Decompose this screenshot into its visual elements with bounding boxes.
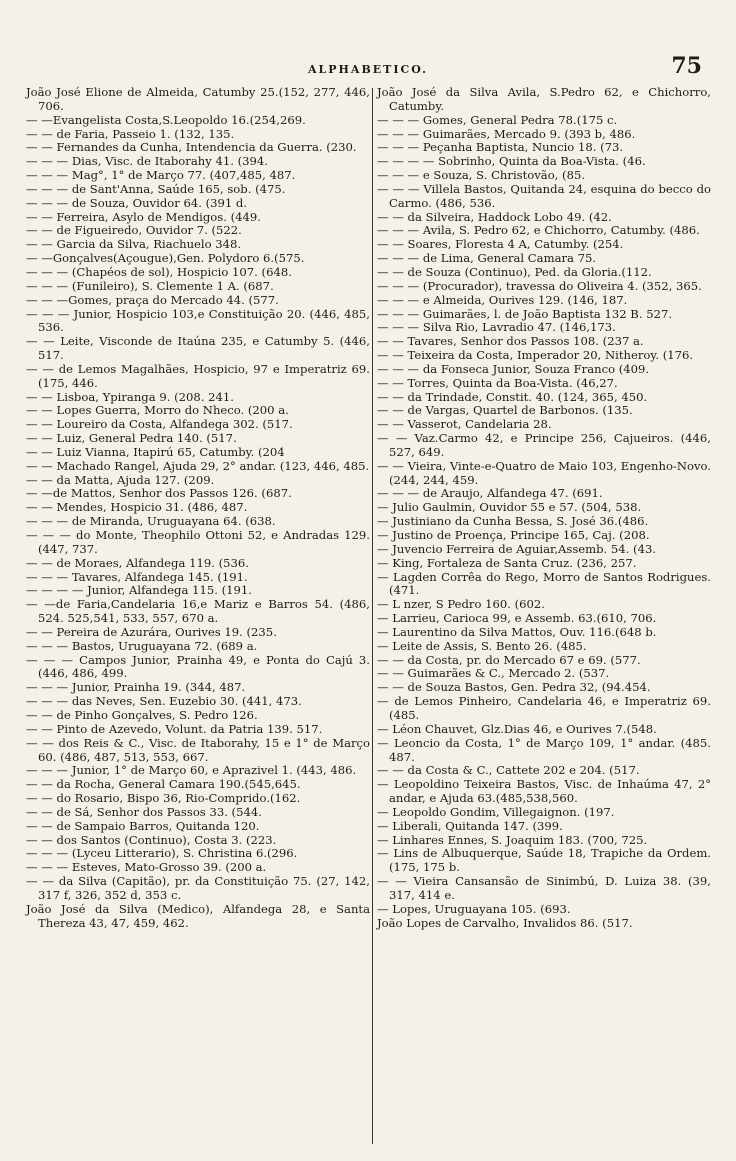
directory-entry: — — Pereira de Azurára, Ourives 19. (235. [26,624,277,639]
directory-entry: — — Vieira Cansansão de Sinimbú, D. Luiza 38. (39, 317, 414 e. [377,874,711,902]
directory-entry: — — — Esteves, Mato-Grosso 39. (200 a. [26,860,267,875]
directory-entry: — — — Junior, 1° de Março 60, e Aprazivel 1. (443, 486. [26,763,357,778]
running-head: ALPHABETICO. [307,63,428,76]
directory-entry: — L nzer, S Pedro 160. (602. [377,597,545,612]
directory-entry: — Lins de Albuquerque, Saúde 18, Trapiche da Ordem. (175, 175 b. [377,846,711,875]
directory-entry: — — — Junior, Prainha 19. (344, 487. [26,680,246,695]
directory-entry: — — Fernandes da Cunha, Intendencia da Guerra. (230. [26,140,357,155]
directory-entry: — — — de Souza, Ouvidor 64. (391 d. [26,195,248,210]
directory-entry: — — — Guimarães, Mercado 9. (393 b, 486. [377,126,636,141]
directory-entry: — de Lemos Pinheiro, Candelaria 46, e Imperatriz 69. (485. [377,694,711,722]
directory-entry: — — — de Sant'Anna, Saúde 165, sob. (475. [26,181,286,196]
directory-entry: — Liberali, Quitanda 147. (399. [377,818,563,833]
directory-entry: — — Pinto de Azevedo, Volunt. da Patria 139. 517. [26,721,323,736]
directory-entry: — — Torres, Quinta da Boa-Vista. (46,27. [377,375,618,390]
directory-entry: — — de Pinho Gonçalves, S. Pedro 126. [26,707,258,722]
directory-entry: — — Machado Rangel, Ajuda 29, 2° andar. (123, 446, 485. [26,458,370,473]
directory-entry: — — — (Lyceu Litterario), S. Christina 6.(296. [26,846,298,861]
directory-entry: — Justiniano da Cunha Bessa, S. José 36.(486. [377,514,649,529]
directory-entry: João José da Silva Avila, S.Pedro 62, e Chichorro, Catumby. [377,85,711,113]
page-number: 75 [671,53,702,79]
directory-entry: — Léon Chauvet, Glz.Dias 46, e Ourives 7.(548. [377,721,657,736]
directory-entry: — — — de Miranda, Uruguayana 64. (638. [26,514,276,529]
directory-entry: — — — Bastos, Uruguayana 72. (689 a. [26,638,258,653]
directory-entry: — — Mendes, Hospicio 31. (486, 487. [26,500,248,515]
directory-entry: — — —Gomes, praça do Mercado 44. (577. [26,292,279,307]
directory-entry: — — de Sampaio Barros, Quitanda 120. [26,818,260,833]
directory-entry: — King, Fortaleza de Santa Cruz. (236, 257. [377,555,637,570]
directory-entry: — — de Lemos Magalhães, Hospicio, 97 e Imperatriz 69. (175, 446. [26,361,370,390]
directory-entry: — — da Matta, Ajuda 127. (209. [26,472,215,487]
directory-entry: — — Leite, Visconde de Itaúna 235, e Catumby 5. (446, 517. [26,334,370,363]
directory-entry: — — de Souza Bastos, Gen. Pedra 32, (94.454. [377,680,651,695]
directory-entry: — Leite de Assis, S. Bento 26. (485. [377,638,587,653]
directory-entry: — —de Mattos, Senhor dos Passos 126. (687. [26,486,292,501]
directory-entry: — — — Peçanha Baptista, Nuncio 18. (73. [377,140,624,155]
directory-entry: — — — e Souza, S. Christovão, (85. [377,168,586,183]
directory-entry: — — Teixeira da Costa, Imperador 20, Nitheroy. (176. [377,348,694,363]
directory-entry: — — de Vargas, Quartel de Barbonos. (135. [377,403,633,418]
directory-entry: — — da Rocha, General Camara 190.(545,645. [26,777,301,792]
directory-entry: — — dos Santos (Continuo), Costa 3. (223. [26,832,277,847]
directory-entry: — — da Costa & C., Cattete 202 e 204. (517. [377,763,640,778]
directory-entry: — — — Avila, S. Pedro 62, e Chichorro, Catumby. (486. [377,223,700,238]
directory-entry: — — Lisboa, Ypiranga 9. (208. 241. [26,389,234,404]
directory-entry: — — — Gomes, General Pedra 78.(175 c. [377,112,618,127]
directory-entry: — — Loureiro da Costa, Alfandega 302. (517. [26,417,293,432]
directory-entry: — — — Silva Rio, Lavradio 47. (146,173. [377,320,616,335]
directory-entry: — — — (Procurador), travessa do Oliveira 4. (352, 365. [377,278,702,293]
directory-entry: — — — Tavares, Alfandega 145. (191. [26,569,248,584]
directory-entry: — —Evangelista Costa,S.Leopoldo 16.(254,269. [26,112,306,127]
directory-entry: — Leoncio da Costa, 1° de Março 109, 1° andar. (485. 487. [377,735,711,764]
directory-entry: — — Vaz.Carmo 42, e Principe 256, Cajueiros. (446, 527, 649. [377,431,711,459]
directory-entry: — — da Silva (Capitão), pr. da Constituição 75. (27, 142, 317 f, 326, 352 d, 353 c. [26,874,370,902]
directory-entry: — — Vasserot, Candelaria 28. [377,417,552,432]
directory-entry: — — — das Neves, Sen. Euzebio 30. (441, 473. [26,694,302,709]
directory-entry: — Laurentino da Silva Mattos, Ouv. 116.(648 b. [377,624,657,639]
directory-entry: — — — da Fonseca Junior, Souza Franco (409. [377,361,650,376]
directory-entry: João José Elione de Almeida, Catumby 25.(152, 277, 446, 706. [26,85,370,113]
directory-entry: — — da Costa, pr. do Mercado 67 e 69. (577. [377,652,641,667]
directory-entry: — — da Trindade, Constit. 40. (124, 365, 450. [377,389,648,404]
directory-entry: — —Gonçalves(Açougue),Gen. Polydoro 6.(575. [26,251,305,266]
directory-entry: — — Garcia da Silva, Riachuelo 348. [26,237,242,252]
directory-entry: — — — Junior, Hospicio 103,e Constituição 20. (446, 485, 536. [26,306,370,335]
directory-entry: — — — Campos Junior, Prainha 49, e Ponta do Cajú 3. (446, 486, 499. [26,652,370,681]
directory-entry: — Lagden Corrêa do Rego, Morro de Santos Rodrigues. (471. [377,569,711,598]
directory-entry: — — Guimarães & C., Mercado 2. (537. [377,666,610,681]
directory-entry: — —de Faria,Candelaria 16,e Mariz e Barros 54. (486, 524. 525,541, 533, 557, 670 a. [26,597,370,626]
directory-entry: — — — de Lima, General Camara 75. [377,251,597,266]
directory-entry: — Julio Gaulmin, Ouvidor 55 e 57. (504, 538. [377,500,642,515]
directory-entry: — — — de Araujo, Alfandega 47. (691. [377,486,603,501]
directory-entry: — — Tavares, Senhor dos Passos 108. (237 a. [377,334,644,349]
directory-entry: — — de Souza (Continuo), Ped. da Gloria.(112. [377,264,652,279]
directory-entry: — — — Dias, Visc. de Itaborahy 41. (394. [26,154,268,169]
directory-entry: — — — — Sobrinho, Quinta da Boa-Vista. (46. [377,154,646,169]
directory-entry: — — Luiz Vianna, Itapirú 65, Catumby. (204 [26,444,285,459]
directory-entry: — — — — Junior, Alfandega 115. (191. [26,583,252,598]
directory-entry: — — — Guimarães, l. de João Baptista 132 B. 527. [377,306,673,321]
directory-entry: — — de Moraes, Alfandega 119. (536. [26,555,249,570]
directory-entry: — Lopes, Uruguayana 105. (693. [377,901,571,916]
directory-entry: — — — (Chapéos de sol), Hospicio 107. (648. [26,264,292,279]
directory-entry: — — Soares, Floresta 4 A, Catumby. (254. [377,237,624,252]
page-header [0,53,736,83]
directory-entry: — — Lopes Guerra, Morro do Nheco. (200 a. [26,403,289,418]
directory-entry: — Justino de Proença, Principe 165, Caj. (208. [377,528,650,542]
directory-entry: — — Ferreira, Asylo de Mendigos. (449. [26,209,261,224]
directory-entry: — — Vieira, Vinte-e-Quatro de Maio 103, Engenho-Novo. (244, 244, 459. [377,458,711,487]
directory-entry: — — do Rosario, Bispo 36, Rio-Comprido.(162. [26,791,301,806]
directory-entry: — — da Silveira, Haddock Lobo 49. (42. [377,209,612,224]
directory-entry: João José da Silva (Medico), Alfandega 28, e Santa Thereza 43, 47, 459, 462. [26,901,370,930]
directory-entry: — — dos Reis & C., Visc. de Itaborahy, 15 e 1° de Março 60. (486, 487, 513, 553, 667. [26,735,370,764]
directory-entry: — — — Villela Bastos, Quitanda 24, esquina do becco do Carmo. (486, 536. [377,181,711,210]
directory-entry: — — — Mag°, 1° de Março 77. (407,485, 487. [26,168,296,183]
directory-entry: João Lopes de Carvalho, Invalidos 86. (517. [377,915,633,930]
directory-entry: — — de Faria, Passeio 1. (132, 135. [26,126,235,141]
directory-entry: — — de Figueiredo, Ouvidor 7. (522. [26,223,242,238]
directory-entry: — — Luiz, General Pedra 140. (517. [26,431,237,446]
right-column [377,86,711,930]
directory-entry: — Leopoldino Teixeira Bastos, Visc. de Inhaúma 47, 2° andar, e Ajuda 63.(485,538,560. [377,777,711,806]
directory-entry: — Juvencio Ferreira de Aguiar,Assemb. 54. (43. [377,541,657,556]
directory-entry: — Linhares Ennes, S. Joaquim 183. (700, 725. [377,832,648,847]
directory-entry: — — — e Almeida, Ourives 129. (146, 187. [377,292,628,307]
left-column [26,86,370,930]
directory-entry: — Larrieu, Carioca 99, e Assemb. 63.(610, 706. [377,611,657,626]
directory-entry: — Leopoldo Gondim, Villegaignon. (197. [377,804,615,819]
directory-entry: — — de Sá, Senhor dos Passos 33. (544. [26,804,262,819]
directory-entry: — — — (Funileiro), S. Clemente 1 A. (687. [26,278,274,293]
directory-entry: — — — do Monte, Theophilo Ottoni 52, e Andradas 129. (447, 737. [26,528,370,556]
column-divider [372,88,373,1144]
